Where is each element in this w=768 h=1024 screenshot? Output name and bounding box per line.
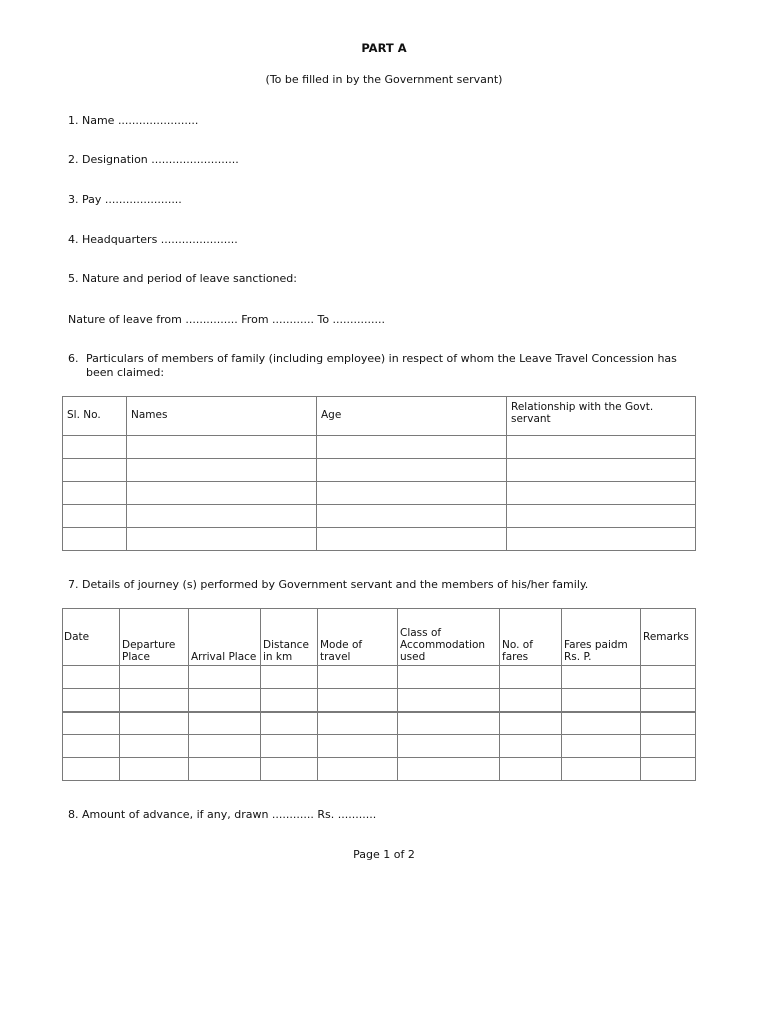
- table-cell: [63, 459, 127, 482]
- table-cell: [127, 505, 317, 528]
- table-cell: [318, 735, 398, 758]
- table-row: [63, 459, 696, 482]
- name-field: 1. Name .......................: [68, 114, 199, 127]
- table-cell: [398, 712, 500, 735]
- table-cell: [317, 505, 507, 528]
- table-cell: [641, 735, 696, 758]
- table-cell: [189, 712, 261, 735]
- journey-details-instruction: 7. Details of journey (s) performed by Government servant and the members of his/her family.: [68, 578, 589, 591]
- table-cell: [63, 712, 120, 735]
- table-cell: [500, 712, 562, 735]
- table-header-row: [63, 397, 696, 436]
- table-cell: [63, 758, 120, 781]
- table-row: [63, 436, 696, 459]
- table-cell: [507, 482, 696, 505]
- table-cell: [318, 758, 398, 781]
- table-row: [63, 689, 696, 712]
- table-cell: [127, 528, 317, 551]
- table-cell: [127, 436, 317, 459]
- table-cell: [318, 689, 398, 712]
- table-cell: [120, 712, 189, 735]
- table-cell: [63, 528, 127, 551]
- table-cell: [317, 482, 507, 505]
- table-cell: [562, 735, 641, 758]
- table-cell: [317, 528, 507, 551]
- column-header: Names: [127, 397, 317, 436]
- table-cell: [261, 666, 318, 689]
- column-header: Departure Place: [120, 609, 189, 666]
- table-row: [63, 758, 696, 781]
- table-row: [63, 712, 696, 735]
- table-cell: [120, 758, 189, 781]
- table-cell: [317, 459, 507, 482]
- table-cell: [500, 666, 562, 689]
- table-cell: [189, 735, 261, 758]
- page-subheading: (To be filled in by the Government servant): [265, 73, 503, 86]
- table-cell: [318, 712, 398, 735]
- table-cell: [127, 482, 317, 505]
- leave-nature-field: 5. Nature and period of leave sanctioned:: [68, 272, 297, 285]
- section-text: Particulars of members of family (including employee) in respect of whom the Leave Travel Concession has been claimed:: [86, 352, 677, 379]
- table-cell: [63, 689, 120, 712]
- table-cell: [562, 712, 641, 735]
- table-cell: [261, 758, 318, 781]
- table-cell: [641, 689, 696, 712]
- table-header-row: [63, 609, 696, 666]
- column-header: Distance in km: [261, 609, 318, 666]
- table-cell: [120, 689, 189, 712]
- table-cell: [63, 505, 127, 528]
- table-cell: [500, 758, 562, 781]
- table-cell: [189, 689, 261, 712]
- table-row: [63, 505, 696, 528]
- table-cell: [641, 666, 696, 689]
- table-row: [63, 735, 696, 758]
- designation-field: 2. Designation .........................: [68, 153, 239, 166]
- column-header: Date: [63, 609, 120, 666]
- section-number: 6.: [68, 352, 79, 365]
- table-cell: [63, 666, 120, 689]
- column-header: Relationship with the Govt. servant: [507, 397, 696, 436]
- table-cell: [63, 482, 127, 505]
- table-cell: [398, 666, 500, 689]
- column-header: Mode of travel: [318, 609, 398, 666]
- table-cell: [562, 758, 641, 781]
- table-cell: [500, 689, 562, 712]
- table-cell: [120, 666, 189, 689]
- table-cell: [562, 689, 641, 712]
- journey-details-table: [62, 608, 696, 781]
- table-cell: [120, 735, 189, 758]
- table-cell: [189, 758, 261, 781]
- table-cell: [398, 689, 500, 712]
- family-members-table: [62, 396, 696, 551]
- table-row: [63, 528, 696, 551]
- column-header: Remarks: [641, 609, 696, 666]
- column-header: Age: [317, 397, 507, 436]
- table-cell: [317, 436, 507, 459]
- table-cell: [261, 712, 318, 735]
- table-cell: [398, 735, 500, 758]
- table-cell: [507, 528, 696, 551]
- table-cell: [127, 459, 317, 482]
- table-cell: [261, 735, 318, 758]
- column-header: Arrival Place: [189, 609, 261, 666]
- table-row: [63, 482, 696, 505]
- advance-amount-field: 8. Amount of advance, if any, drawn ............ Rs. ...........: [68, 808, 377, 821]
- table-cell: [507, 459, 696, 482]
- table-cell: [562, 666, 641, 689]
- column-header: Fares paidm Rs. P.: [562, 609, 641, 666]
- family-particulars-instruction: [68, 352, 678, 380]
- table-cell: [318, 666, 398, 689]
- table-cell: [507, 505, 696, 528]
- table-cell: [398, 758, 500, 781]
- leave-period-field: Nature of leave from ............... From ............ To ...............: [68, 313, 386, 326]
- table-cell: [261, 689, 318, 712]
- table-cell: [63, 436, 127, 459]
- table-cell: [507, 436, 696, 459]
- table-row: [63, 666, 696, 689]
- table-cell: [500, 735, 562, 758]
- table-cell: [189, 666, 261, 689]
- page-number: Page 1 of 2: [353, 848, 415, 861]
- table-cell: [641, 712, 696, 735]
- column-header: No. of fares: [500, 609, 562, 666]
- page-heading: PART A: [361, 41, 407, 55]
- column-header: Sl. No.: [63, 397, 127, 436]
- table-cell: [641, 758, 696, 781]
- table-cell: [63, 735, 120, 758]
- column-header: Class of Accommodation used: [398, 609, 500, 666]
- pay-field: 3. Pay ......................: [68, 193, 182, 206]
- headquarters-field: 4. Headquarters ......................: [68, 233, 238, 246]
